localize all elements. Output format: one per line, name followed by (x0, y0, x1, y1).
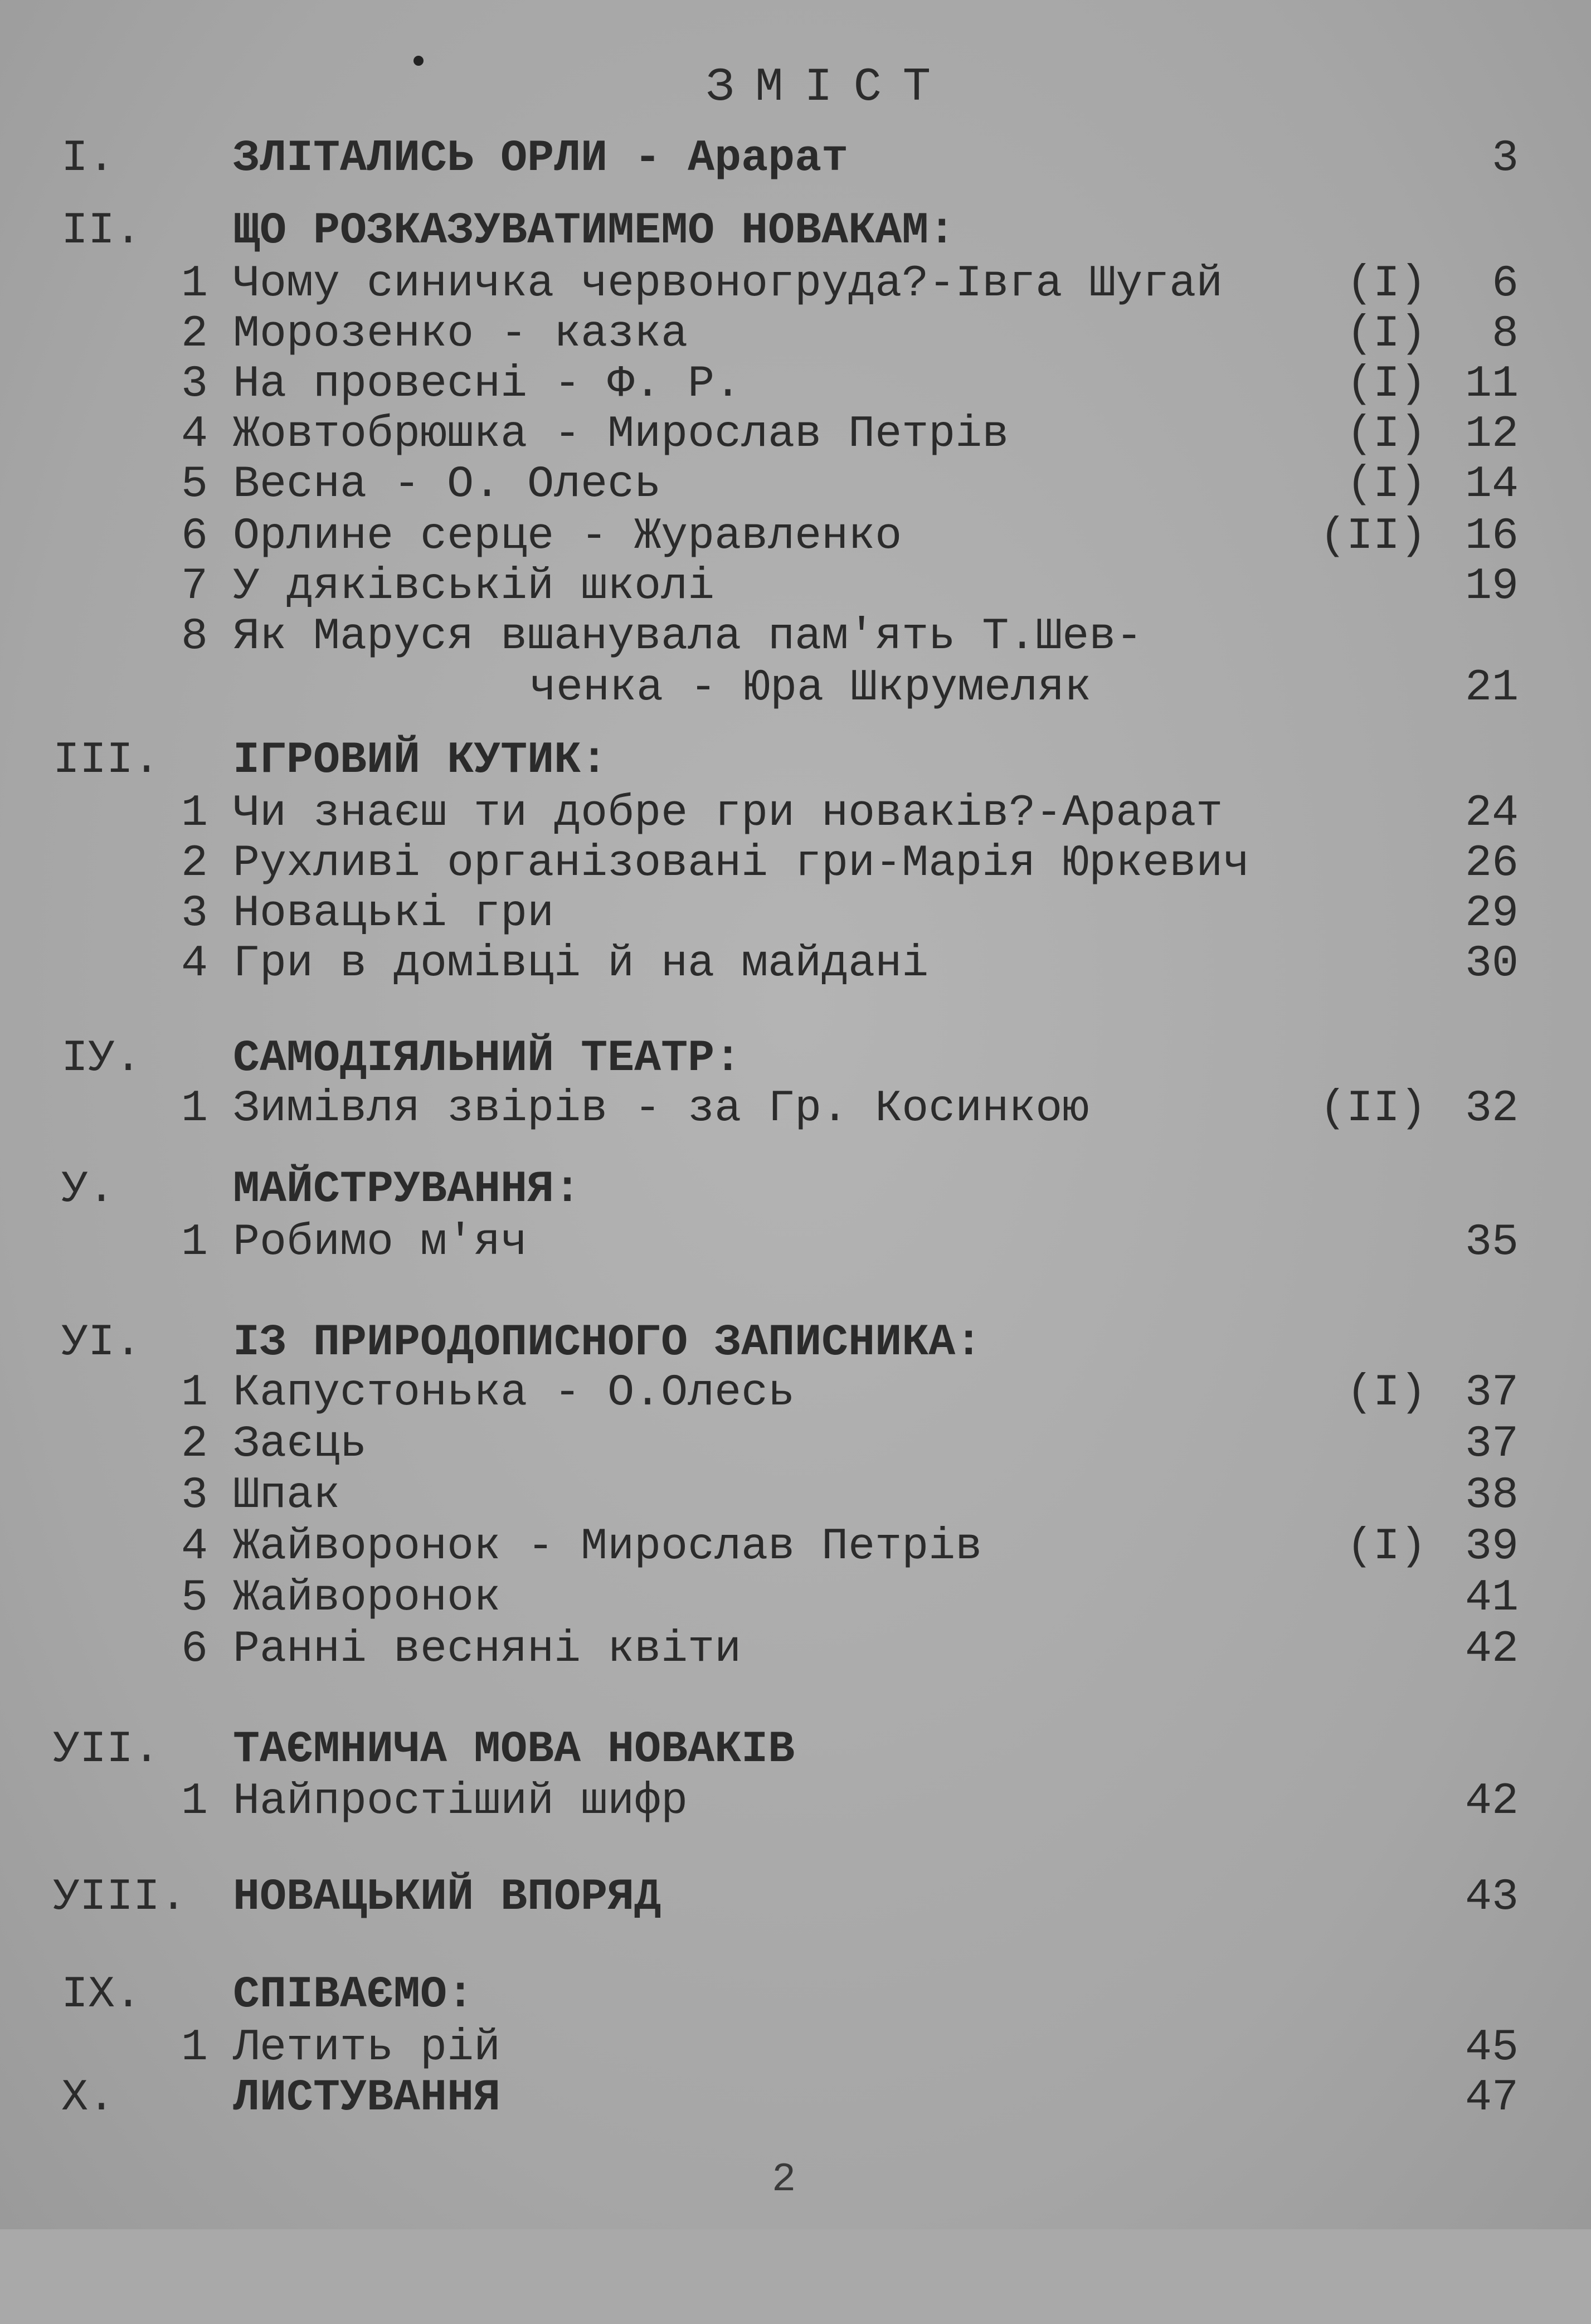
entry-number: 1 (181, 1083, 208, 1134)
entry-number: 5 (181, 459, 208, 510)
section-title: СПІВАЄМО: (233, 1970, 474, 2020)
section-title: ЛИСТУВАННЯ (233, 2073, 501, 2123)
page-number: 16 (1465, 511, 1519, 562)
toc-entry (0, 1625, 1591, 1675)
entry-number: 5 (181, 1573, 208, 1623)
page-number: 39 (1465, 1521, 1519, 1572)
section-title: НОВАЦЬКИЙ ВПОРЯД (233, 1872, 661, 1923)
entry-number: 1 (181, 788, 208, 839)
toc-section (0, 1165, 1591, 1215)
page-number: 21 (1465, 663, 1519, 713)
entry-title: Жайворонок - Мирослав Петрів (233, 1521, 982, 1572)
entry-number: 3 (181, 888, 208, 939)
entry-title: На провесні - Ф. Р. (233, 359, 742, 410)
entry-title: Шпак (233, 1470, 340, 1521)
toc-section (0, 1318, 1591, 1368)
entry-title: Жайворонок (233, 1573, 501, 1623)
section-number: УIII. (53, 1872, 187, 1923)
entry-mark: (I) (1346, 1368, 1427, 1418)
page-number: 37 (1465, 1368, 1519, 1418)
entry-title: Чому синичка червоногруда?-Івга Шугай (233, 259, 1223, 309)
entry-mark: (I) (1346, 309, 1427, 359)
toc-section (0, 1873, 1591, 1923)
toc-section (0, 1970, 1591, 2020)
page-number: 30 (1465, 939, 1519, 989)
entry-title: Ранні весняні квіти (233, 1624, 742, 1675)
entry-mark: (I) (1346, 409, 1427, 460)
entry-mark: (II) (1319, 1083, 1427, 1134)
entry-number: 3 (181, 1470, 208, 1521)
toc-entry (0, 2023, 1591, 2073)
entry-number: 2 (181, 1419, 208, 1470)
page-number: 24 (1465, 788, 1519, 839)
toc-section (0, 1725, 1591, 1775)
section-number: X. (61, 2073, 115, 2123)
toc-entry (0, 1777, 1591, 1827)
entry-number: 4 (181, 939, 208, 989)
entry-number: 1 (181, 1217, 208, 1268)
entry-number: 2 (181, 309, 208, 359)
toc-entry (0, 410, 1591, 460)
entry-title: Чи знаєш ти добре гри новаків?-Арарат (233, 788, 1223, 839)
entry-number: 1 (181, 1776, 208, 1827)
toc-entry (0, 562, 1591, 612)
section-number: IУ. (61, 1033, 142, 1084)
section-title: МАЙСТРУВАННЯ: (233, 1164, 581, 1215)
entry-title: Жовтобрюшка - Мирослав Петрів (233, 409, 1009, 460)
entry-title: Орлине серце - Журавленко (233, 511, 902, 562)
entry-mark: (I) (1346, 359, 1427, 410)
section-number: III. (53, 735, 160, 786)
entry-number: 8 (181, 611, 208, 662)
entry-title: Морозенко - казка (233, 309, 688, 359)
entry-title: Заєць (233, 1419, 367, 1470)
section-title: ТАЄМНИЧА МОВА НОВАКІВ (233, 1724, 795, 1775)
page-number: 43 (1465, 1872, 1519, 1923)
toc-entry (0, 939, 1591, 989)
page-number: 45 (1465, 2022, 1519, 2073)
toc-entry (0, 359, 1591, 410)
page-number: 37 (1465, 1419, 1519, 1470)
toc-entry (0, 612, 1591, 662)
page-number: 42 (1465, 1624, 1519, 1675)
toc-entry (0, 839, 1591, 889)
section-title: САМОДІЯЛЬНИЙ ТЕАТР: (233, 1033, 742, 1084)
page-number: 11 (1465, 359, 1519, 410)
section-title: ІГРОВИЙ КУТИК: (233, 735, 608, 786)
toc-entry (0, 789, 1591, 839)
section-title: ЗЛІТАЛИСЬ ОРЛИ - Арарат (233, 133, 849, 184)
entry-number: 3 (181, 359, 208, 410)
entry-title: Капустонька - О.Олесь (233, 1368, 795, 1418)
page-number: 38 (1465, 1470, 1519, 1521)
entry-title: Весна - О. Олесь (233, 459, 661, 510)
page-number: 14 (1465, 459, 1519, 510)
entry-number: 1 (181, 259, 208, 309)
entry-title: У дяківській школі (233, 561, 715, 612)
entry-number: 4 (181, 409, 208, 460)
toc-entry (0, 460, 1591, 510)
page-number: 32 (1465, 1083, 1519, 1134)
section-number: I. (61, 133, 115, 184)
section-number: УII. (53, 1724, 160, 1775)
page-title: ЗМІСТ (706, 61, 952, 114)
entry-title: Зимівля звірів - за Гр. Косинкою (233, 1083, 1089, 1134)
entry-title: Робимо м'яч (233, 1217, 528, 1268)
entry-title: Гри в домівці й на майдані (233, 939, 929, 989)
toc-entry (0, 1573, 1591, 1623)
toc-entry (0, 889, 1591, 939)
footer-page-number: 2 (772, 2157, 796, 2203)
toc-entry-continuation (0, 663, 1591, 713)
page-number: 47 (1465, 2073, 1519, 2123)
page-number: 41 (1465, 1573, 1519, 1623)
page-number: 19 (1465, 561, 1519, 612)
page-number: 42 (1465, 1776, 1519, 1827)
toc-section (0, 134, 1591, 184)
toc-section (0, 2073, 1591, 2123)
toc-entry (0, 1419, 1591, 1470)
section-number: IX. (61, 1970, 142, 2020)
toc-section (0, 1034, 1591, 1084)
section-number: II. (61, 206, 142, 256)
toc-entry (0, 1084, 1591, 1134)
entry-mark: (I) (1346, 459, 1427, 510)
page-number: 6 (1491, 259, 1519, 309)
entry-title-continuation: ченка - Юра Шкрумеляк (529, 663, 1092, 713)
page-number: 3 (1491, 133, 1519, 184)
toc-entry (0, 1368, 1591, 1418)
entry-number: 4 (181, 1521, 208, 1572)
entry-number: 1 (181, 1368, 208, 1418)
section-number: У. (61, 1164, 115, 1215)
section-title: ІЗ ПРИРОДОПИСНОГО ЗАПИСНИКА: (233, 1317, 982, 1368)
toc-entry (0, 1522, 1591, 1572)
entry-title: Новацькі гри (233, 888, 554, 939)
entry-number: 6 (181, 511, 208, 562)
entry-mark: (II) (1319, 511, 1427, 562)
entry-title: Як Маруся вшанувала пам'ять Т.Шев- (233, 611, 1143, 662)
page-number: 29 (1465, 888, 1519, 939)
page-number: 12 (1465, 409, 1519, 460)
entry-title: Рухливі організовані гри-Марія Юркевич (233, 838, 1250, 889)
page-number: 8 (1491, 309, 1519, 359)
toc-section (0, 206, 1591, 256)
toc-entry (0, 1471, 1591, 1521)
entry-mark: (I) (1346, 1521, 1427, 1572)
entry-title: Найпростіший шифр (233, 1776, 688, 1827)
section-number: УI. (61, 1317, 142, 1368)
page-number: 26 (1465, 838, 1519, 889)
entry-number: 2 (181, 838, 208, 889)
toc-section (0, 736, 1591, 786)
entry-mark: (I) (1346, 259, 1427, 309)
page-number: 35 (1465, 1217, 1519, 1268)
entry-title: Летить рій (233, 2022, 501, 2073)
toc-entry (0, 309, 1591, 359)
toc-entry (0, 512, 1591, 562)
toc-entry (0, 259, 1591, 309)
toc-entry (0, 1218, 1591, 1268)
entry-number: 1 (181, 2022, 208, 2073)
entry-number: 7 (181, 561, 208, 612)
entry-number: 6 (181, 1624, 208, 1675)
section-title: ЩО РОЗКАЗУВАТИМЕМО НОВАКАМ: (233, 206, 956, 256)
